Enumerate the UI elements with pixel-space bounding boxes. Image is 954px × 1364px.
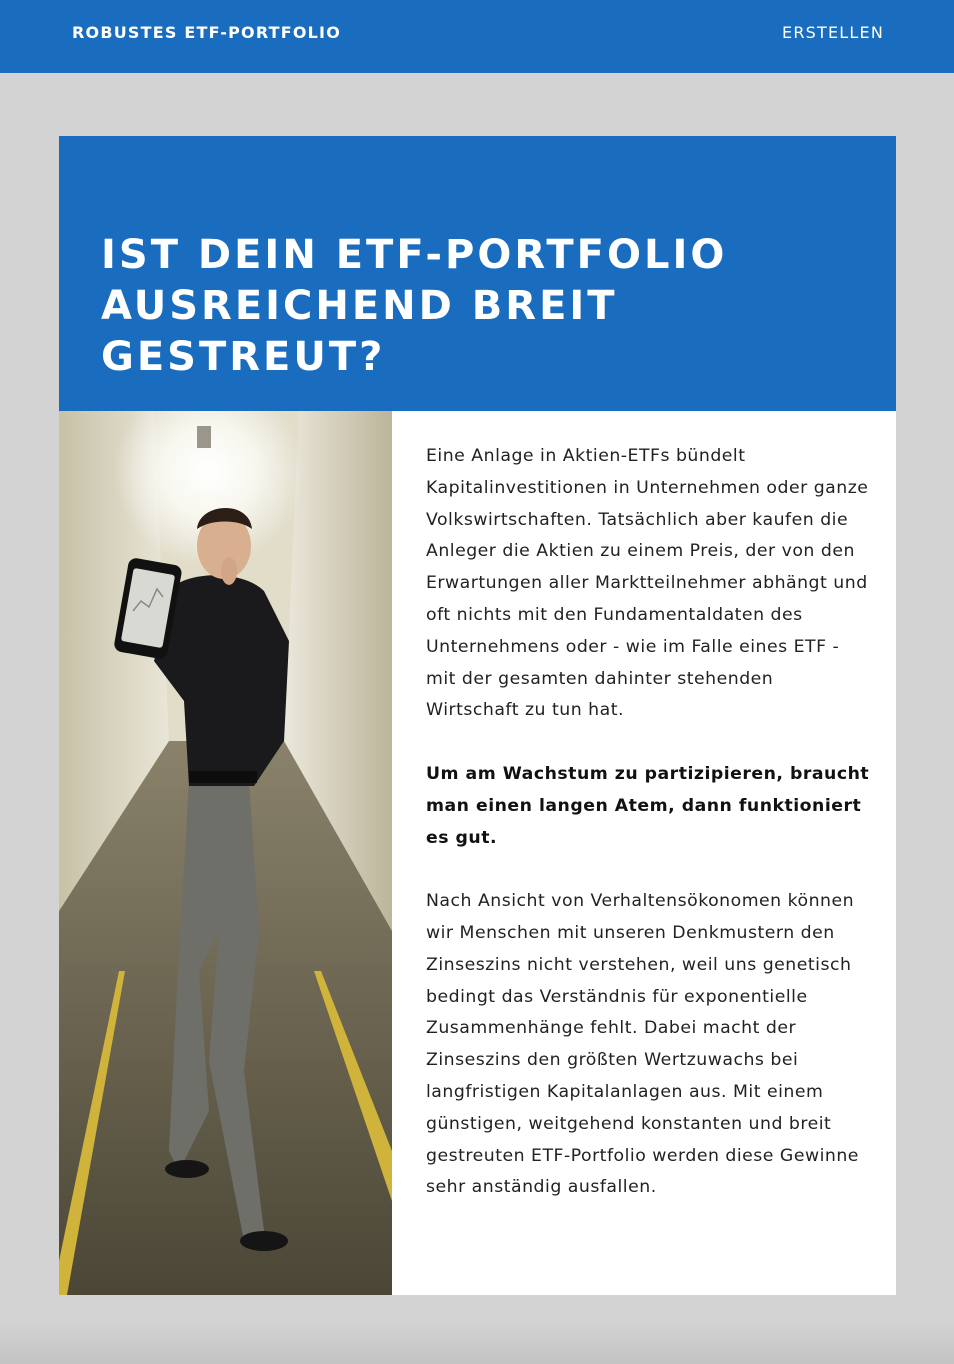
brand-logo-link[interactable]: ROBUSTES ETF-PORTFOLIO xyxy=(72,23,342,42)
hero-photo xyxy=(59,411,392,1295)
article-card xyxy=(59,136,896,1295)
hero-banner xyxy=(59,136,896,411)
top-navigation-bar xyxy=(0,0,954,73)
page-title: IST DEIN ETF-PORTFOLIO AUSREICHEND BREIT GESTREUT? xyxy=(101,232,728,380)
page-bottom-band xyxy=(0,1322,954,1364)
article-highlight-paragraph: Um am Wachstum zu partizipieren, braucht man einen langen Atem, dann funktioniert es gut. xyxy=(426,763,870,848)
article-paragraph: Nach Ansicht von Verhaltensökonomen können wir Menschen mit unseren Denkmustern den Zinseszins nicht verstehen, weil uns genetisch bedingt das Verständnis für exponentielle Zusammenhänge fehlt. Dabei macht der Zinseszins den größten Wertzuwachs bei langfristigen Kapitalanlagen aus. Mit einem günstigen, weitgehend konstanten und breit gestreuten ETF-Portfolio werden diese Gewinne sehr anständig ausfallen. xyxy=(426,891,859,1198)
nav-link-erstellen[interactable]: ERSTELLEN xyxy=(782,23,884,42)
article-paragraph: Eine Anlage in Aktien-ETFs bündelt Kapitalinvestitionen in Unternehmen oder ganze Volkswirtschaften. Tatsächlich aber kaufen die Anleger die Aktien zu einem Preis, der von den Erwartungen aller Marktteilnehmer abhängt und oft nichts mit den Fundamentaldaten des Unternehmens oder - wie im Falle eines ETF - mit der gesamten dahinter stehenden Wirtschaft zu tun hat. xyxy=(426,446,869,721)
article-text xyxy=(426,441,871,1236)
